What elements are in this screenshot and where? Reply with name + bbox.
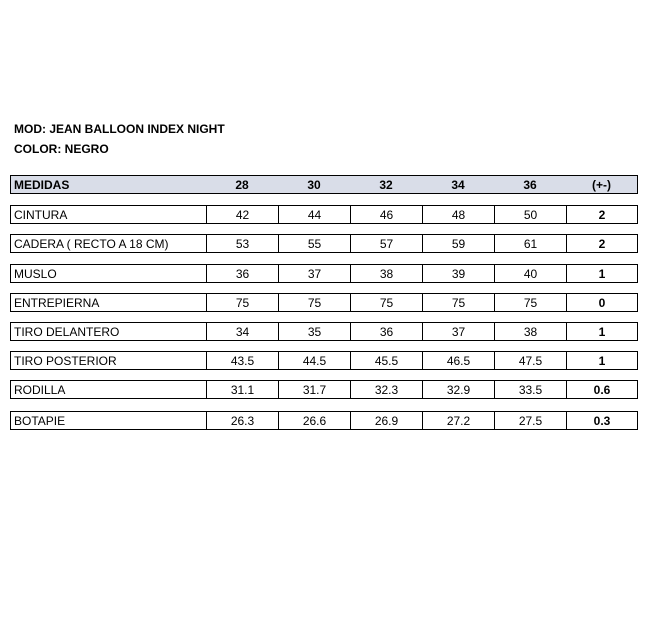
header-cell: MEDIDAS — [10, 175, 206, 194]
size-value-cell: 36 — [206, 264, 278, 283]
tolerance-cell: 2 — [566, 205, 638, 224]
size-value-cell: 32.9 — [422, 380, 494, 399]
size-value-cell: 75 — [350, 293, 422, 312]
size-value-cell: 75 — [206, 293, 278, 312]
size-value-cell: 33.5 — [494, 380, 566, 399]
size-value-cell: 26.3 — [206, 411, 278, 430]
tolerance-cell: 0.6 — [566, 380, 638, 399]
tolerance-cell: 0.3 — [566, 411, 638, 430]
measure-label-cell: RODILLA — [10, 380, 206, 399]
size-value-cell: 42 — [206, 205, 278, 224]
measure-label-cell: CADERA ( RECTO A 18 CM) — [10, 234, 206, 253]
color-title: COLOR: NEGRO — [14, 142, 109, 156]
table-row — [10, 264, 638, 283]
size-value-cell: 38 — [350, 264, 422, 283]
model-title: MOD: JEAN BALLOON INDEX NIGHT — [14, 122, 225, 136]
size-value-cell: 34 — [206, 322, 278, 341]
size-value-cell: 44.5 — [278, 351, 350, 370]
measure-label-cell: CINTURA — [10, 205, 206, 224]
size-value-cell: 59 — [422, 234, 494, 253]
table-row — [10, 380, 638, 399]
measure-label-cell: MUSLO — [10, 264, 206, 283]
size-value-cell: 38 — [494, 322, 566, 341]
size-value-cell: 35 — [278, 322, 350, 341]
size-value-cell: 46.5 — [422, 351, 494, 370]
table-row — [10, 234, 638, 253]
table-row — [10, 411, 638, 430]
header-cell: 30 — [278, 175, 350, 194]
table-row — [10, 205, 638, 224]
size-value-cell: 43.5 — [206, 351, 278, 370]
table-row — [10, 351, 638, 370]
size-value-cell: 75 — [422, 293, 494, 312]
tolerance-cell: 2 — [566, 234, 638, 253]
size-value-cell: 39 — [422, 264, 494, 283]
size-value-cell: 32.3 — [350, 380, 422, 399]
size-value-cell: 61 — [494, 234, 566, 253]
size-value-cell: 36 — [350, 322, 422, 341]
size-value-cell: 37 — [422, 322, 494, 341]
size-value-cell: 45.5 — [350, 351, 422, 370]
header-cell: (+-) — [566, 175, 638, 194]
measure-label-cell: TIRO DELANTERO — [10, 322, 206, 341]
size-value-cell: 37 — [278, 264, 350, 283]
size-value-cell: 26.6 — [278, 411, 350, 430]
size-value-cell: 53 — [206, 234, 278, 253]
table-row — [10, 322, 638, 341]
tolerance-cell: 0 — [566, 293, 638, 312]
size-value-cell: 55 — [278, 234, 350, 253]
size-value-cell: 26.9 — [350, 411, 422, 430]
size-value-cell: 31.1 — [206, 380, 278, 399]
tolerance-cell: 1 — [566, 322, 638, 341]
header-cell: 34 — [422, 175, 494, 194]
size-value-cell: 75 — [278, 293, 350, 312]
tolerance-cell: 1 — [566, 351, 638, 370]
size-value-cell: 47.5 — [494, 351, 566, 370]
size-value-cell: 31.7 — [278, 380, 350, 399]
measure-label-cell: ENTREPIERNA — [10, 293, 206, 312]
table-header-row — [10, 175, 638, 194]
header-cell: 36 — [494, 175, 566, 194]
measure-label-cell: TIRO POSTERIOR — [10, 351, 206, 370]
tolerance-cell: 1 — [566, 264, 638, 283]
size-value-cell: 27.2 — [422, 411, 494, 430]
size-value-cell: 46 — [350, 205, 422, 224]
size-value-cell: 40 — [494, 264, 566, 283]
size-value-cell: 44 — [278, 205, 350, 224]
header-cell: 32 — [350, 175, 422, 194]
size-value-cell: 48 — [422, 205, 494, 224]
size-value-cell: 50 — [494, 205, 566, 224]
measure-label-cell: BOTAPIE — [10, 411, 206, 430]
size-value-cell: 75 — [494, 293, 566, 312]
size-value-cell: 27.5 — [494, 411, 566, 430]
size-value-cell: 57 — [350, 234, 422, 253]
table-row — [10, 293, 638, 312]
header-cell: 28 — [206, 175, 278, 194]
